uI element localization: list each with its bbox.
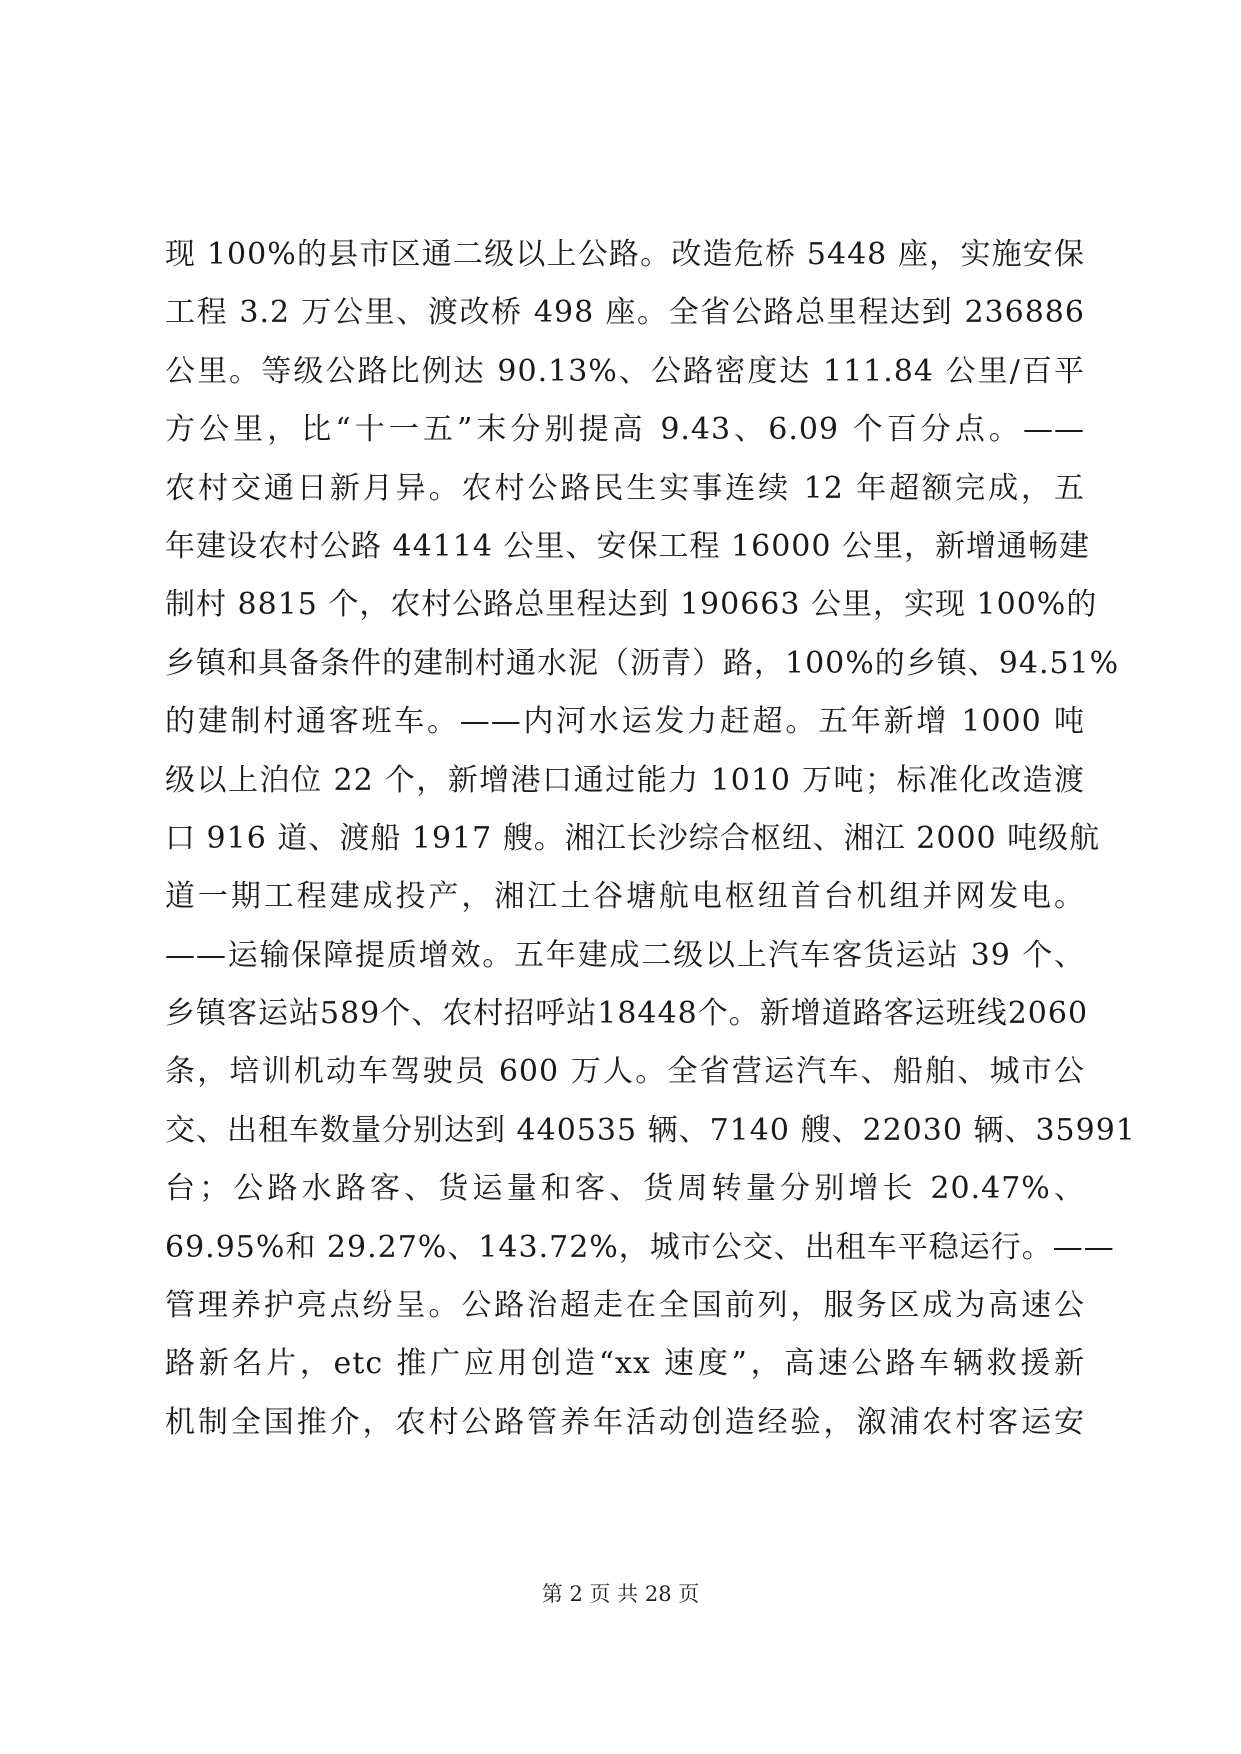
text-line: 乡镇客运站589个、农村招呼站18448个。新增道路客运班线2060 (165, 996, 1089, 1032)
text-line: ——运输保障提质增效。五年建成二级以上汽车客货运站 39 个、 (165, 937, 1085, 973)
text-line: 69.95%和 29.27%、143.72%，城市公交、出租车平稳运行。—— (165, 1229, 1115, 1265)
body-text (165, 226, 1136, 1452)
text-line: 条，培训机动车驾驶员 600 万人。全省营运汽车、船舶、城市公 (165, 1054, 1085, 1090)
text-line: 道一期工程建成投产，湘江土谷塘航电枢纽首台机组并网发电。 (165, 879, 1085, 915)
text-line: 公里。等级公路比例达 90.13%、公路密度达 111.84 公里/百平 (165, 353, 1085, 389)
text-line: 台；公路水路客、货运量和客、货周转量分别增长 20.47%、 (165, 1171, 1085, 1207)
text-line: 的建制村通客班车。——内河水运发力赶超。五年新增 1000 吨 (165, 704, 1085, 740)
text-line: 现 100%的县市区通二级以上公路。改造危桥 5448 座，实施安保 (165, 237, 1085, 272)
text-line: 管理养护亮点纷呈。公路治超走在全国前列，服务区成为高速公 (165, 1288, 1085, 1324)
text-line: 工程 3.2 万公里、渡改桥 498 座。全省公路总里程达到 236886 (165, 295, 1085, 331)
text-line: 机制全国推介，农村公路管养年活动创造经验，溆浦农村客运安 (165, 1404, 1085, 1440)
text-line: 级以上泊位 22 个，新增港口通过能力 1010 万吨；标准化改造渡 (165, 762, 1085, 798)
text-line: 路新名片，etc 推广应用创造“xx 速度”，高速公路车辆救援新 (165, 1346, 1085, 1382)
page-number-footer: 第 2 页 共 28 页 (541, 1582, 700, 1606)
text-line: 交、出租车数量分别达到 440535 辆、7140 艘、22030 辆、35991 (165, 1112, 1136, 1148)
text-line: 制村 8815 个，农村公路总里程达到 190663 公里，实现 100%的 (165, 587, 1098, 623)
text-line: 方公里，比“十一五”末分别提高 9.43、6.09 个百分点。—— (165, 412, 1085, 448)
text-line: 口 916 道、渡船 1917 艘。湘江长沙综合枢纽、湘江 2000 吨级航 (165, 820, 1101, 856)
text-line: 年建设农村公路 44114 公里、安保工程 16000 公里，新增通畅建 (165, 528, 1091, 564)
text-line: 农村交通日新月异。农村公路民生实事连续 12 年超额完成，五 (165, 470, 1085, 506)
text-line: 乡镇和具备条件的建制村通水泥（沥青）路，100%的乡镇、94.51% (165, 645, 1120, 681)
